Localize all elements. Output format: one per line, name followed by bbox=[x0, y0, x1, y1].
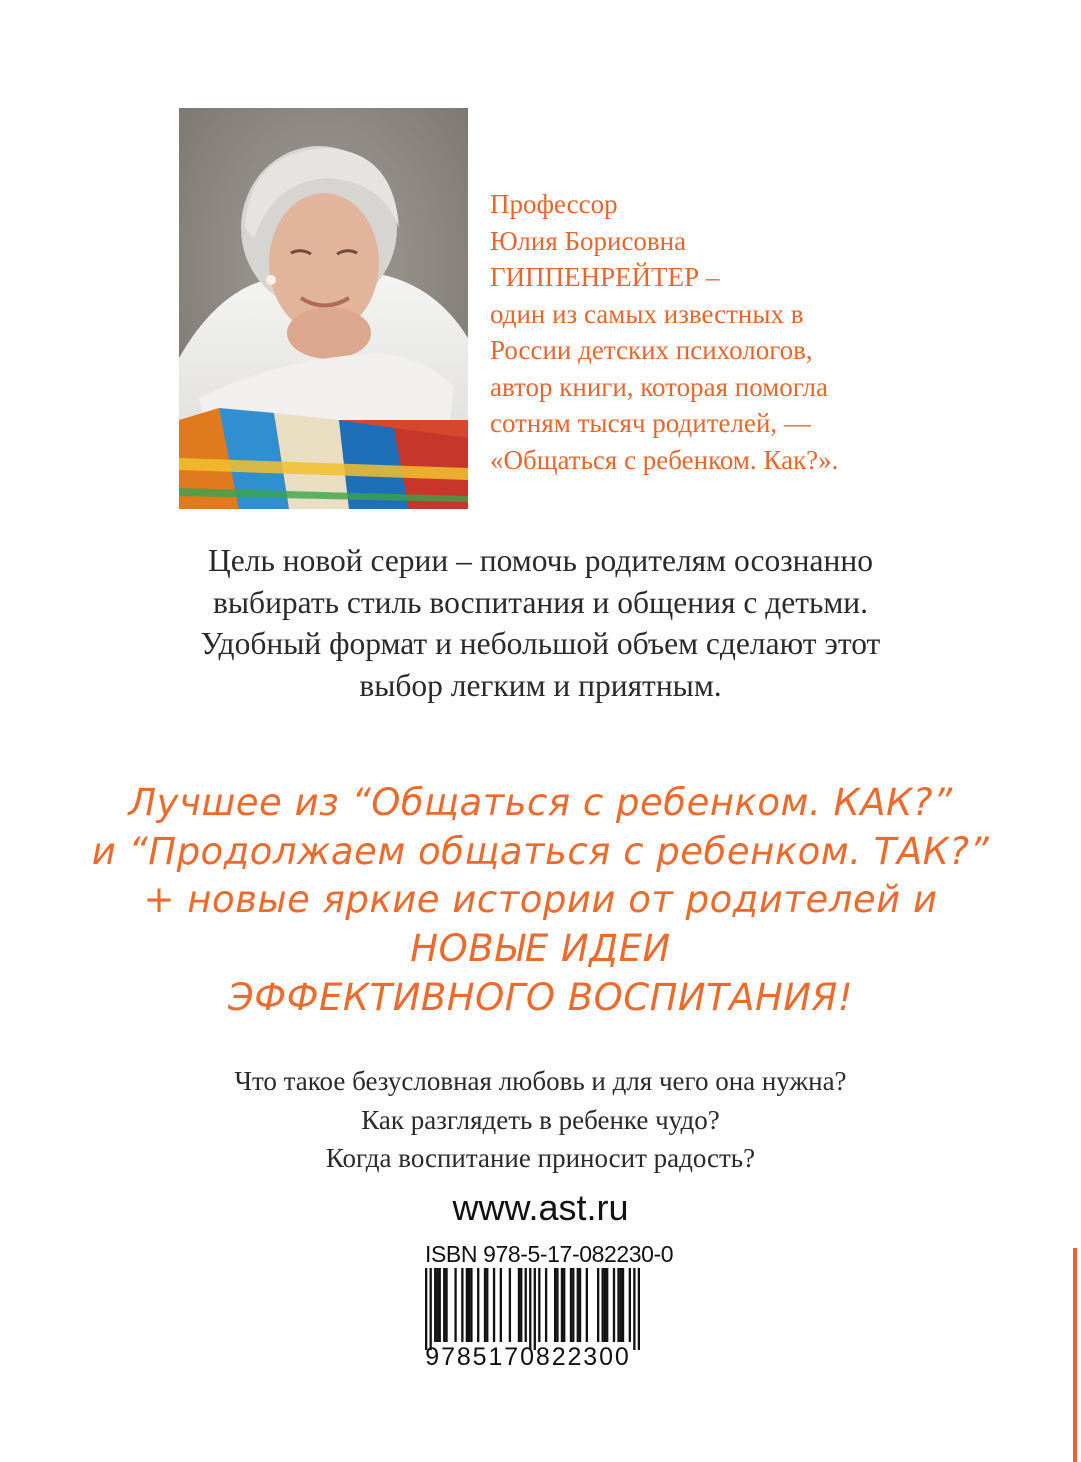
barcode-bar bbox=[545, 1268, 547, 1342]
questions bbox=[0, 1062, 1081, 1178]
barcode-bar bbox=[554, 1268, 556, 1342]
goal-line: Удобный формат и небольшой объем сделают этот bbox=[200, 626, 881, 662]
goal-line: выбирать стиль воспитания и общения с детьми. bbox=[213, 584, 868, 620]
barcode-bar bbox=[425, 1268, 427, 1350]
promo-line: Лучшее из “Общаться с ребенком. КАК?” bbox=[128, 781, 953, 824]
barcode-bar bbox=[534, 1268, 536, 1350]
spine-edge-stripe bbox=[1073, 1248, 1077, 1462]
promo-line: и “Продолжаем общаться с ребенком. ТАК?” bbox=[91, 829, 990, 873]
barcode-bar bbox=[434, 1268, 436, 1342]
barcode-bar bbox=[477, 1268, 479, 1342]
barcode-bar bbox=[430, 1268, 432, 1350]
barcode-bar bbox=[633, 1268, 635, 1350]
barcode-bar bbox=[484, 1268, 486, 1342]
bio-line: один из самых известных в bbox=[490, 298, 804, 329]
bio-line: «Общаться с ребенком. Как?». bbox=[490, 444, 839, 475]
barcode-bar bbox=[613, 1268, 615, 1342]
barcode-bar bbox=[586, 1268, 588, 1342]
bio-line: России детских психологов, bbox=[490, 335, 813, 365]
question-line: Как разглядеть в ребенке чудо? bbox=[361, 1104, 720, 1135]
barcode-bar bbox=[622, 1268, 624, 1342]
barcode-bar bbox=[620, 1268, 622, 1342]
barcode-bar bbox=[629, 1268, 631, 1342]
goal-line: Цель новой серии – помочь родителям осознанно bbox=[208, 543, 873, 578]
barcode-bar bbox=[443, 1268, 445, 1342]
barcode-bar bbox=[606, 1268, 608, 1342]
barcode-bar bbox=[538, 1268, 540, 1342]
isbn-label: ISBN 978-5-17-082230-0 bbox=[425, 1241, 674, 1267]
promo-line: НОВЫЕ ИДЕИ bbox=[410, 927, 671, 971]
bio-line: Юлия Борисовна bbox=[490, 225, 687, 256]
promo-text bbox=[0, 779, 1081, 1023]
promo-line: ЭФФЕКТИВНОГО ВОСПИТАНИЯ! bbox=[227, 975, 854, 1019]
bio-line: автор книги, которая помогла bbox=[490, 371, 828, 402]
author-portrait-image bbox=[179, 108, 468, 509]
barcode-bar bbox=[470, 1268, 472, 1342]
barcode-bar bbox=[577, 1268, 579, 1342]
barcode-bar bbox=[602, 1268, 604, 1342]
goal-line: выбор легким и приятным. bbox=[359, 668, 722, 704]
series-goal bbox=[0, 540, 1081, 707]
author-photo bbox=[179, 108, 468, 509]
barcode-bar bbox=[493, 1268, 495, 1342]
barcode-bar bbox=[445, 1268, 447, 1342]
barcode-bar bbox=[561, 1268, 563, 1342]
barcode bbox=[425, 1268, 640, 1350]
barcode-bar bbox=[525, 1268, 527, 1342]
barcode-bar bbox=[509, 1268, 511, 1342]
bio-line: ГИППЕНРЕЙТЕР – bbox=[490, 262, 720, 292]
barcode-bar bbox=[572, 1268, 574, 1342]
barcode-bar bbox=[563, 1268, 565, 1342]
barcode-bar bbox=[518, 1268, 520, 1342]
promo-line: + новые яркие истории от родителей и bbox=[143, 878, 938, 922]
barcode-digits: 9785170822300 bbox=[425, 1343, 631, 1371]
barcode-bar bbox=[520, 1268, 522, 1342]
bio-line: сотням тысяч родителей, — bbox=[490, 408, 811, 438]
bio-line: Профессор bbox=[490, 189, 618, 219]
author-bio bbox=[490, 186, 910, 478]
barcode-bar bbox=[638, 1268, 640, 1350]
barcode-bar bbox=[604, 1268, 606, 1342]
barcode-bar bbox=[468, 1268, 470, 1342]
barcode-bar bbox=[436, 1268, 438, 1342]
question-line: Когда воспитание приносит радость? bbox=[325, 1143, 756, 1173]
barcode-bar bbox=[439, 1268, 441, 1342]
barcode-bar bbox=[556, 1268, 558, 1342]
barcode-bar bbox=[454, 1268, 456, 1342]
barcode-bar bbox=[570, 1268, 572, 1342]
barcode-bar bbox=[461, 1268, 463, 1342]
barcode-bar bbox=[597, 1268, 599, 1342]
question-line: Что такое безусловная любовь и для чего она нужна? bbox=[234, 1066, 847, 1096]
barcode-bar bbox=[466, 1268, 468, 1342]
barcode-bar bbox=[500, 1268, 502, 1342]
barcode-bar bbox=[579, 1268, 581, 1342]
barcode-bar bbox=[617, 1268, 619, 1342]
barcode-bar bbox=[529, 1268, 531, 1350]
website-url: www.ast.ru bbox=[452, 1187, 629, 1228]
barcode-bar bbox=[486, 1268, 488, 1342]
